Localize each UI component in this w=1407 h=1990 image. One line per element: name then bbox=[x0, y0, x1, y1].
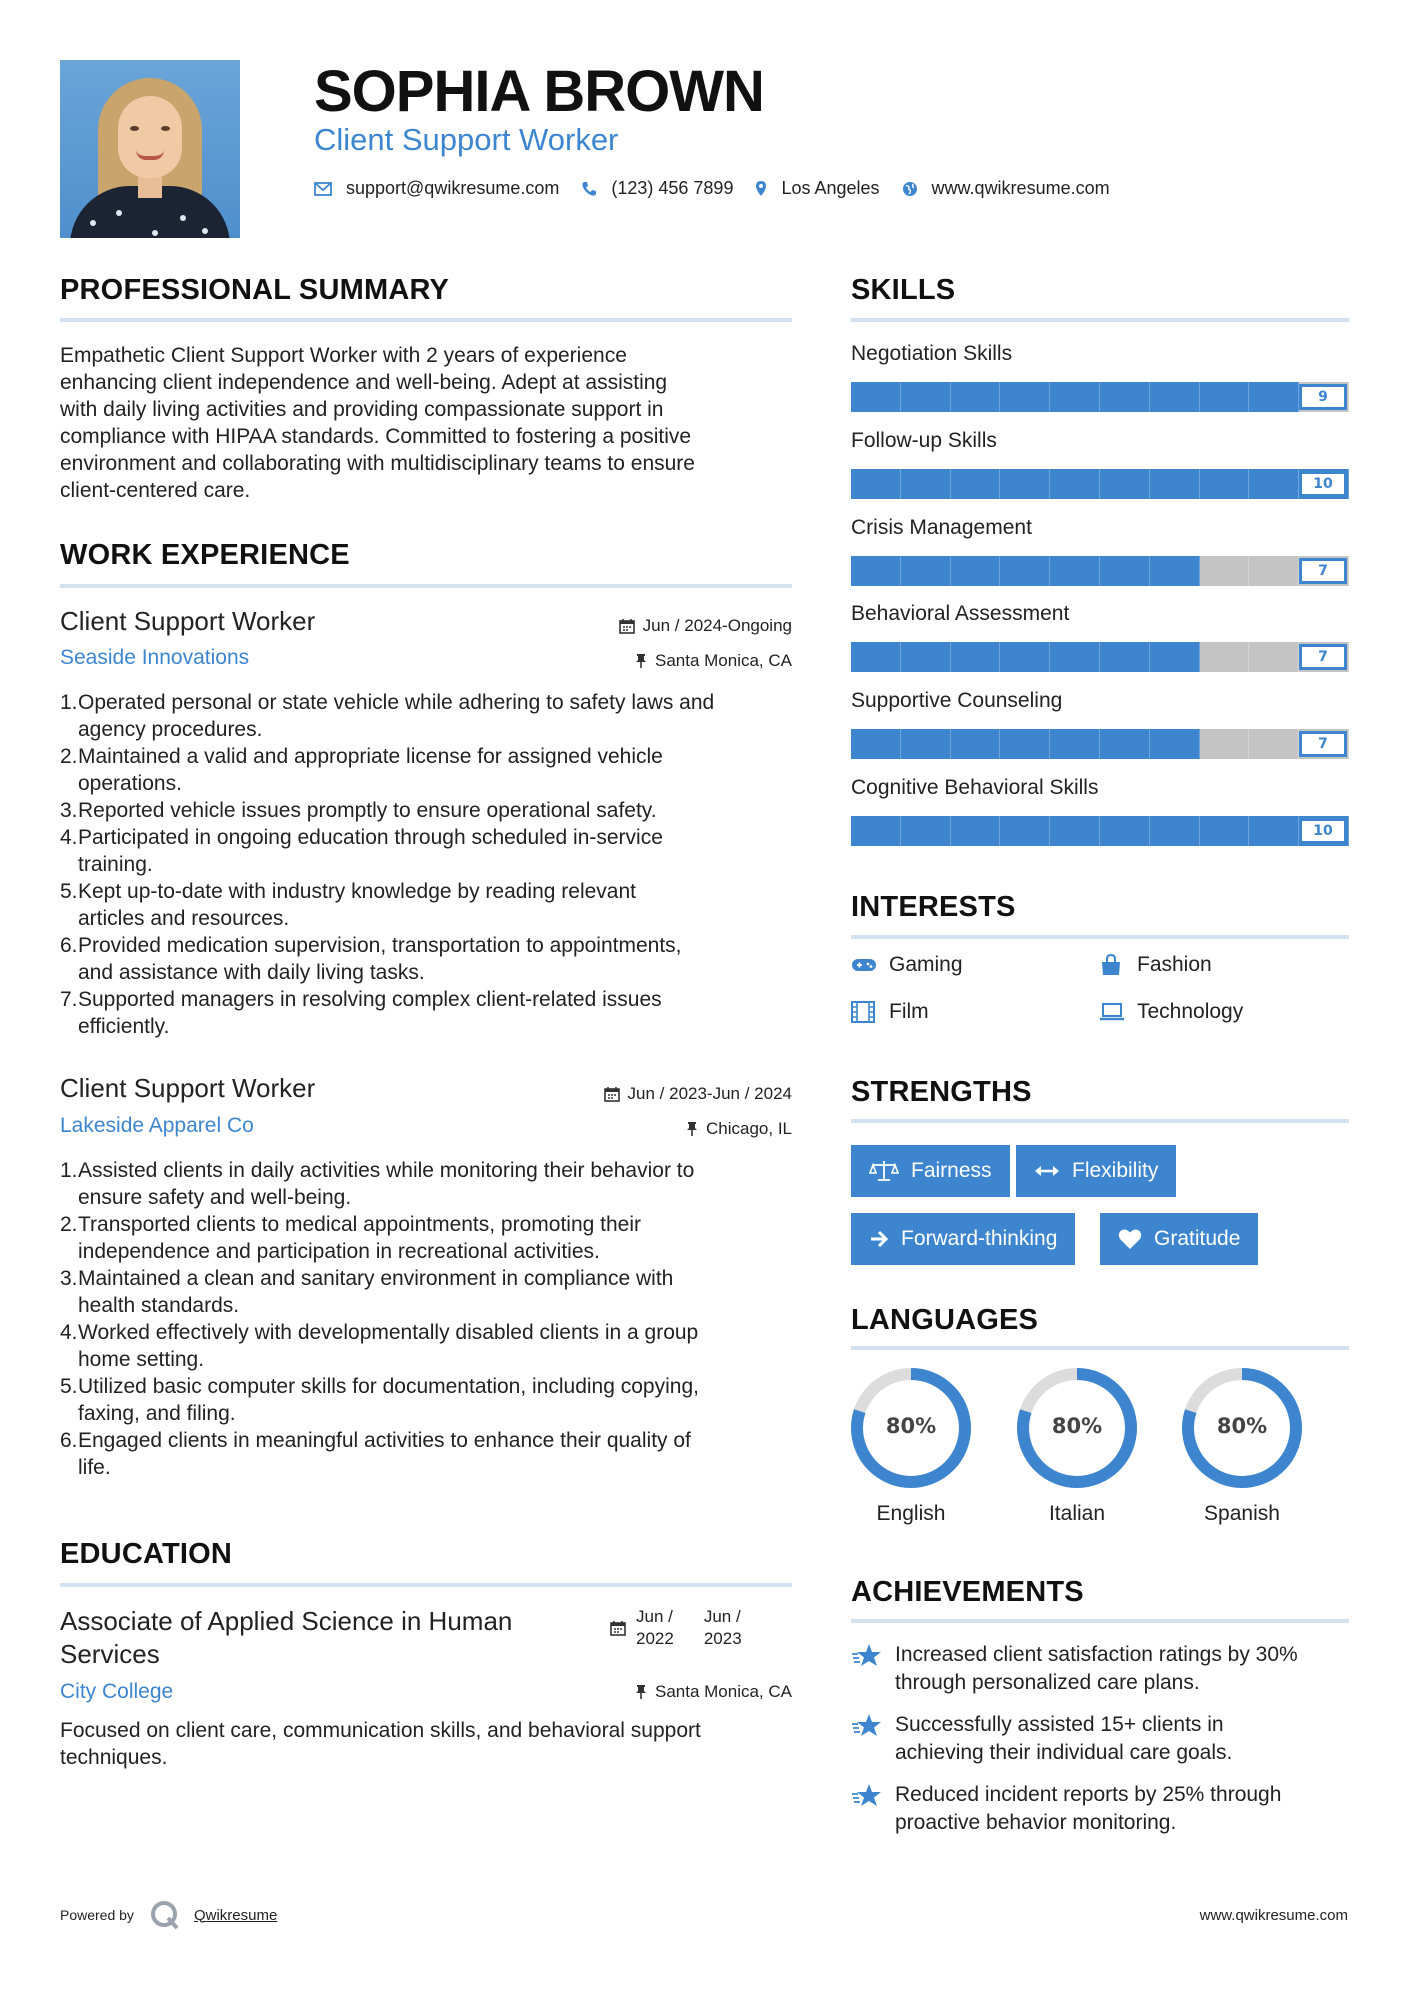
skills-rule bbox=[851, 318, 1349, 322]
list-item: 2. Maintained a valid and appropriate license for assigned vehicle operations. bbox=[60, 745, 663, 795]
skill-segment bbox=[951, 729, 1001, 759]
job-dates: Jun / 2023-Jun / 2024 bbox=[480, 1084, 792, 1104]
footer-url[interactable]: www.qwikresume.com bbox=[1199, 1907, 1348, 1924]
skill-segment bbox=[1100, 642, 1150, 672]
heart-icon bbox=[1118, 1228, 1142, 1250]
list-item: 1. Operated personal or state vehicle while adhering to safety laws and agency procedures. bbox=[60, 691, 715, 741]
job-dates: Jun / 2024-Ongoing bbox=[500, 616, 792, 636]
skill-segment bbox=[1000, 469, 1050, 499]
interest-film: Film bbox=[851, 1000, 929, 1024]
degree-title: Associate of Applied Science in Human Services bbox=[60, 1606, 513, 1669]
scale-icon bbox=[869, 1159, 899, 1183]
strengths-heading: STRENGTHS bbox=[851, 1076, 1032, 1108]
skill-score: 10 bbox=[1299, 818, 1347, 844]
skill-name: Follow-up Skills bbox=[851, 429, 997, 452]
skill-segment bbox=[1200, 469, 1250, 499]
achievement-item: Increased client satisfaction ratings by 30% through personalized care plans. bbox=[851, 1641, 1349, 1697]
achievements-heading: ACHIEVEMENTS bbox=[851, 1576, 1084, 1608]
star-badge-icon bbox=[851, 1641, 895, 1697]
language-percent: 80% bbox=[885, 1414, 937, 1438]
skill-segment bbox=[951, 556, 1001, 586]
contact-bar bbox=[314, 178, 1132, 199]
skill-segment bbox=[1050, 556, 1100, 586]
list-item: 7. Supported managers in resolving complex client-related issues efficiently. bbox=[60, 988, 662, 1038]
school-name: City College bbox=[60, 1680, 174, 1703]
skill-segment bbox=[851, 469, 901, 499]
pushpin-icon bbox=[686, 1121, 698, 1137]
summary-heading: PROFESSIONAL SUMMARY bbox=[60, 274, 450, 306]
language-name: Spanish bbox=[1204, 1502, 1280, 1525]
skill-segment bbox=[901, 642, 951, 672]
list-item: 5. Kept up-to-date with industry knowledge by reading relevant articles and resources. bbox=[60, 880, 636, 930]
strength-tag: Fairness bbox=[851, 1145, 1010, 1197]
skill-segment bbox=[1100, 382, 1150, 412]
skill-segment bbox=[1100, 469, 1150, 499]
job-location: Chicago, IL bbox=[500, 1119, 792, 1139]
skill-segment bbox=[1150, 556, 1200, 586]
skill-bar bbox=[851, 816, 1349, 846]
skill-segment bbox=[1249, 469, 1299, 499]
envelope-icon bbox=[314, 182, 332, 196]
skill-segment bbox=[851, 642, 901, 672]
skill-segment bbox=[951, 816, 1001, 846]
footer-powered-by bbox=[60, 1900, 277, 1930]
skill-segment bbox=[901, 382, 951, 412]
skill-segment bbox=[851, 816, 901, 846]
skill-segment bbox=[1100, 729, 1150, 759]
qwikresume-link[interactable]: Qwikresume bbox=[193, 1906, 278, 1924]
list-item: 4. Worked effectively with developmentally disabled clients in a group home setting. bbox=[60, 1321, 699, 1371]
skill-segment bbox=[1000, 642, 1050, 672]
skill-segment bbox=[1200, 382, 1250, 412]
skill-segment bbox=[1150, 729, 1200, 759]
laptop-icon bbox=[1099, 1002, 1127, 1022]
profile-photo bbox=[60, 60, 240, 238]
calendar-icon bbox=[619, 618, 635, 634]
job-company: Seaside Innovations bbox=[60, 646, 250, 669]
education-description: Focused on client care, communication skills, and behavioral support techniques. bbox=[60, 1719, 701, 1769]
achievement-item: Reduced incident reports by 25% through proactive behavior monitoring. bbox=[851, 1781, 1349, 1837]
skill-segment bbox=[1000, 556, 1050, 586]
list-item: 4. Participated in ongoing education through scheduled in-service training. bbox=[60, 826, 663, 876]
interest-technology: Technology bbox=[1099, 1000, 1243, 1024]
achievements-rule bbox=[851, 1619, 1349, 1623]
candidate-title: Client Support Worker bbox=[314, 122, 619, 157]
skill-segment bbox=[1100, 556, 1150, 586]
achievement-item: Successfully assisted 15+ clients in achieving their individual care goals. bbox=[851, 1711, 1349, 1767]
qwikresume-logo-icon bbox=[150, 1900, 180, 1930]
skill-score: 7 bbox=[1299, 644, 1347, 670]
summary-rule bbox=[60, 318, 792, 322]
calendar-icon bbox=[610, 1620, 626, 1636]
job-bullets bbox=[60, 1157, 800, 1481]
skill-bar bbox=[851, 556, 1349, 586]
skill-segment bbox=[1050, 642, 1100, 672]
skill-segment bbox=[901, 729, 951, 759]
languages-heading: LANGUAGES bbox=[851, 1304, 1039, 1336]
job-title: Client Support Worker bbox=[60, 1073, 316, 1103]
skill-bar bbox=[851, 469, 1349, 499]
experience-heading: WORK EXPERIENCE bbox=[60, 539, 350, 571]
pushpin-icon bbox=[635, 653, 647, 669]
skill-score: 9 bbox=[1299, 384, 1347, 410]
skill-name: Supportive Counseling bbox=[851, 689, 1063, 712]
skill-segment bbox=[1150, 382, 1200, 412]
job-title: Client Support Worker bbox=[60, 606, 316, 636]
interests-rule bbox=[851, 935, 1349, 939]
skill-name: Crisis Management bbox=[851, 516, 1032, 539]
skill-segment bbox=[1200, 556, 1250, 586]
skill-segment bbox=[1249, 816, 1299, 846]
skill-segment bbox=[851, 382, 901, 412]
skill-segment bbox=[1200, 642, 1250, 672]
arrow-right-icon bbox=[869, 1230, 889, 1248]
skill-segment bbox=[1150, 469, 1200, 499]
skill-name: Negotiation Skills bbox=[851, 342, 1013, 365]
skill-segment bbox=[1150, 642, 1200, 672]
skill-segment bbox=[1249, 642, 1299, 672]
summary-text: Empathetic Client Support Worker with 2 years of experience enhancing client independence and well-being. Adept at assisting with daily living activities and providing compassionate support in compliance with HIPAA standards. Committed to fostering a positive environment and collaborating with multidisciplinary teams to ensure client-centered care. bbox=[60, 344, 695, 502]
skill-segment bbox=[1000, 816, 1050, 846]
skill-segment bbox=[951, 469, 1001, 499]
list-item: 5. Utilized basic computer skills for documentation, including copying, faxing, and filing. bbox=[60, 1375, 699, 1425]
skill-segment bbox=[951, 642, 1001, 672]
skill-name: Behavioral Assessment bbox=[851, 602, 1070, 625]
skill-name: Cognitive Behavioral Skills bbox=[851, 776, 1099, 799]
film-icon bbox=[851, 1001, 879, 1023]
language-name: Italian bbox=[1048, 1502, 1106, 1525]
gamepad-icon bbox=[851, 957, 879, 973]
skill-segment bbox=[1249, 729, 1299, 759]
language-name: English bbox=[876, 1502, 946, 1525]
skill-segment bbox=[1100, 816, 1150, 846]
arrows-horizontal-icon bbox=[1034, 1164, 1060, 1178]
education-location: Santa Monica, CA bbox=[500, 1682, 792, 1702]
job-bullets bbox=[60, 689, 800, 1040]
skill-segment bbox=[1249, 556, 1299, 586]
interest-fashion: Fashion bbox=[1099, 953, 1212, 977]
skill-segment bbox=[1000, 382, 1050, 412]
powered-by-label: Powered by bbox=[60, 1907, 134, 1923]
calendar-icon bbox=[604, 1086, 620, 1102]
language-percent: 80% bbox=[1051, 1414, 1103, 1438]
skill-segment bbox=[901, 469, 951, 499]
job-company: Lakeside Apparel Co bbox=[60, 1114, 254, 1137]
list-item: 1. Assisted clients in daily activities while monitoring their behavior to ensure safety and well-being. bbox=[60, 1159, 695, 1209]
skill-bar bbox=[851, 729, 1349, 759]
contact-website[interactable]: www.qwikresume.com bbox=[931, 178, 1110, 198]
interest-gaming: Gaming bbox=[851, 953, 963, 977]
contact-location: Los Angeles bbox=[781, 178, 880, 198]
skill-segment bbox=[1050, 382, 1100, 412]
skill-segment bbox=[951, 382, 1001, 412]
shopping-bag-icon bbox=[1099, 954, 1127, 976]
globe-icon bbox=[902, 181, 918, 197]
map-pin-icon bbox=[755, 180, 767, 197]
skill-segment bbox=[901, 556, 951, 586]
list-item: 2. Transported clients to medical appointments, promoting their independence and participation in recreational activities. bbox=[60, 1213, 642, 1263]
skill-score: 10 bbox=[1299, 471, 1347, 497]
skill-segment bbox=[1050, 816, 1100, 846]
experience-rule bbox=[60, 584, 792, 588]
contact-phone[interactable]: (123) 456 7899 bbox=[611, 178, 734, 198]
skill-segment bbox=[1200, 729, 1250, 759]
skill-segment bbox=[1150, 816, 1200, 846]
skill-segment bbox=[1050, 469, 1100, 499]
strength-tag: Flexibility bbox=[1016, 1145, 1176, 1197]
strength-tag: Forward-thinking bbox=[851, 1213, 1075, 1265]
skills-heading: SKILLS bbox=[851, 274, 956, 306]
pushpin-icon bbox=[635, 1684, 647, 1700]
education-rule bbox=[60, 1583, 792, 1587]
list-item: 3. Reported vehicle issues promptly to ensure operational safety. bbox=[60, 799, 657, 822]
skill-bar bbox=[851, 382, 1349, 412]
skill-score: 7 bbox=[1299, 558, 1347, 584]
star-badge-icon bbox=[851, 1781, 895, 1837]
skill-segment bbox=[1200, 816, 1250, 846]
list-item: 3. Maintained a clean and sanitary environment in compliance with health standards. bbox=[60, 1267, 674, 1317]
language-percent: 80% bbox=[1216, 1414, 1268, 1438]
skill-segment bbox=[901, 816, 951, 846]
skill-segment bbox=[1249, 382, 1299, 412]
phone-icon bbox=[581, 181, 597, 197]
candidate-name: SOPHIA BROWN bbox=[314, 59, 764, 124]
skill-segment bbox=[1000, 729, 1050, 759]
star-badge-icon bbox=[851, 1711, 895, 1767]
education-heading: EDUCATION bbox=[60, 1538, 233, 1570]
interests-heading: INTERESTS bbox=[851, 891, 1016, 923]
education-dates: Jun / 2022 Jun / 2023 bbox=[610, 1606, 792, 1650]
skill-segment bbox=[851, 729, 901, 759]
skill-segment bbox=[851, 556, 901, 586]
skill-segment bbox=[1050, 729, 1100, 759]
contact-email[interactable]: support@qwikresume.com bbox=[346, 178, 560, 198]
strength-tag: Gratitude bbox=[1100, 1213, 1258, 1265]
strengths-rule bbox=[851, 1119, 1349, 1123]
skill-bar bbox=[851, 642, 1349, 672]
list-item: 6. Engaged clients in meaningful activities to enhance their quality of life. bbox=[60, 1429, 691, 1479]
skill-score: 7 bbox=[1299, 731, 1347, 757]
languages-rule bbox=[851, 1346, 1349, 1350]
list-item: 6. Provided medication supervision, transportation to appointments, and assistance with daily living tasks. bbox=[60, 934, 682, 984]
job-location: Santa Monica, CA bbox=[500, 651, 792, 671]
